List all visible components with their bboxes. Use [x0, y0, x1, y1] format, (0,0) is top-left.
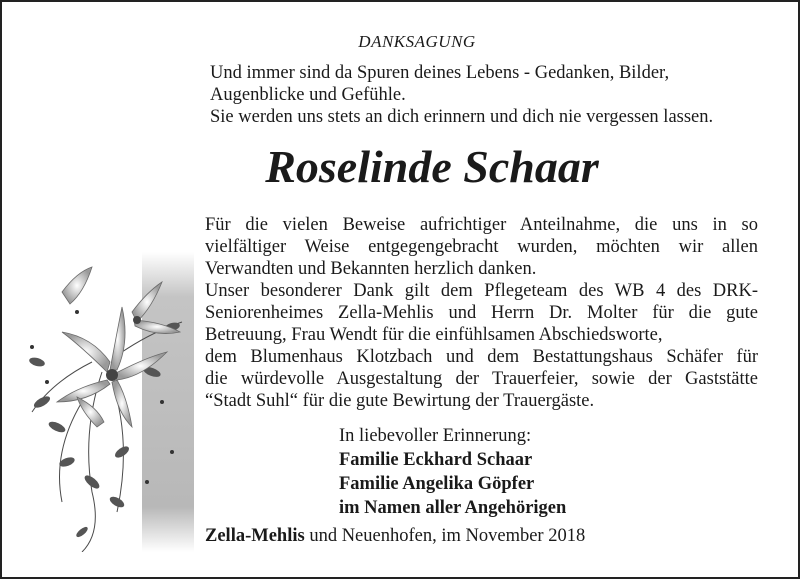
motto-line: Und immer sind da Spuren deines Lebens - Gedanken, Bilder, — [210, 63, 670, 83]
place-date: und Neuenhofen, im November 2018 — [304, 526, 586, 546]
family-name: Familie Angelika Göpfer — [339, 474, 535, 494]
thanks-line: dem Blumenhaus Klotzbach und dem Bestattungshaus Schäfer für — [205, 347, 758, 367]
family-name: im Namen aller Angehörigen — [339, 498, 567, 518]
thanks-line: vielfältiger Weise entgegengebracht wurden, möchten wir allen — [205, 237, 758, 257]
thanks-line: die würdevolle Ausgestaltung der Trauerfeier, sowie der Gaststätte — [205, 369, 758, 389]
motto-text — [210, 62, 770, 128]
thanks-line: Seniorenheimes Zella-Mehlis und Herrn Dr. Molter für die gute — [205, 303, 758, 323]
signature-block — [339, 424, 566, 520]
flower-bouquet-image — [22, 252, 197, 552]
thanks-line: Für die vielen Beweise aufrichtiger Anteilnahme, die uns in so — [205, 215, 758, 235]
place-city: Zella-Mehlis — [205, 526, 305, 546]
place-and-date — [205, 526, 585, 547]
thanks-line: Unser besonderer Dank gilt dem Pflegeteam des WB 4 des DRK- — [205, 281, 758, 301]
closing-intro: In liebevoller Erinnerung: — [339, 426, 532, 446]
thanks-line: Verwandten und Bekannten herzlich danken. — [205, 259, 537, 279]
motto-line: Augenblicke und Gefühle. — [210, 85, 406, 105]
thanks-line: “Stadt Suhl“ für die gute Bewirtung der Trauergäste. — [205, 391, 595, 411]
thanks-line: Betreuung, Frau Wendt für die einfühlsamen Abschiedsworte, — [205, 325, 663, 345]
motto-line: Sie werden uns stets an dich erinnern und dich nie vergessen lassen. — [210, 107, 714, 127]
family-name: Familie Eckhard Schaar — [339, 450, 533, 470]
deceased-name: Roselinde Schaar — [265, 141, 599, 192]
thanks-text — [205, 214, 758, 412]
notice-heading: DANKSAGUNG — [358, 32, 476, 51]
